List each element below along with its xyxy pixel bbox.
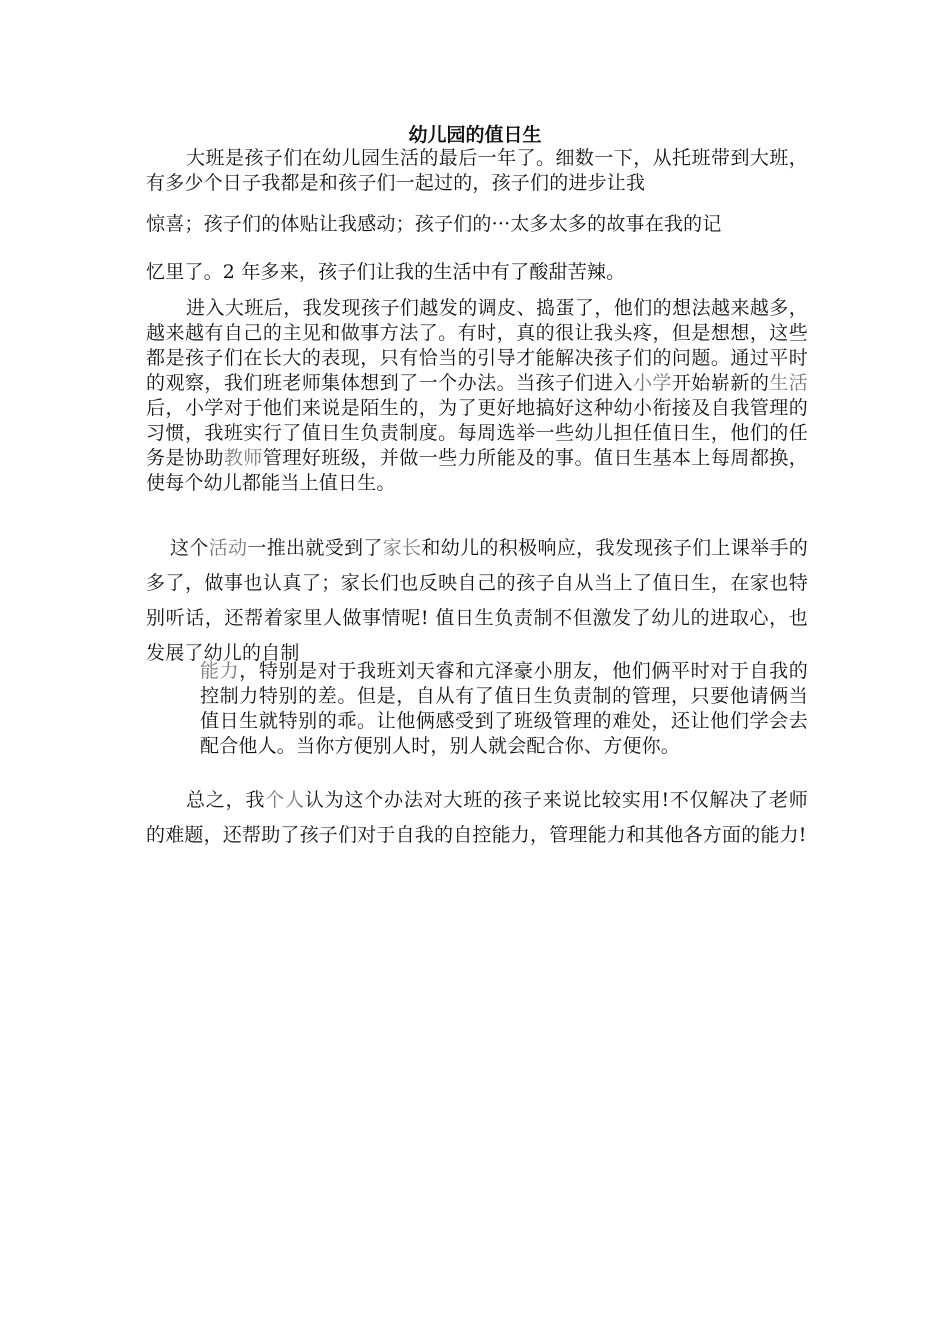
document-title: 幼儿园的值日生 xyxy=(408,124,542,146)
keyword-link-life[interactable]: 生活 xyxy=(769,372,808,394)
paragraph-text: ，特别是对于我班刘天睿和亢泽豪小朋友，他们俩平时对于自我的控制力特别的差。但是，自从有了值日生负责制的管理，只要他请俩当值日生就特别的乖。让他俩感受到了班级管理的难处，还让他们学会去配合他人。当你方便别人时，别人就会配合你、方便你。 xyxy=(200,660,808,757)
keyword-link-teacher[interactable]: 教师 xyxy=(223,447,263,469)
paragraph-text: 后，小学对于他们来说是陌生的，为了更好地搞好这种幼小衔接及自我管理的习惯，我班实行了值日生负责制度。每周选举一些幼儿担任值日生，他们的任务是协助 xyxy=(146,397,808,469)
paragraph-text: 大班是孩子们在幼儿园生活的最后一年了。细数一下，从托班带到大班，有多少个日子我都是和孩子们一起过的，孩子们的进步让我 xyxy=(146,147,808,194)
paragraph-4 xyxy=(146,783,808,853)
paragraph-text: 开始崭新的 xyxy=(671,372,770,394)
paragraph-1-part-2 xyxy=(146,210,808,238)
keyword-link-primary-school[interactable]: 小学 xyxy=(632,372,672,394)
keyword-link-activity[interactable]: 活动 xyxy=(208,537,248,559)
keyword-link-personal[interactable]: 个人 xyxy=(265,789,305,811)
paragraph-text: 惊喜；孩子们的体贴让我感动；孩子们的···太多太多的故事在我的记 xyxy=(146,213,722,235)
paragraph-text: 总之，我 xyxy=(186,789,266,811)
paragraph-text: 进入大班后，我发现孩子们越发的调皮、捣蛋了，他们的想法越来越多，越来越有自己的主见和做事方法了。有时，真的很让我头疼，但是想想，这些都是孩子们在长大的表现，只有恰当的引导才能解决孩子们的问题。通过平时的观察，我们班老师集体想到了一个办法。当孩子们进入 xyxy=(146,297,808,394)
paragraph-3 xyxy=(146,531,808,671)
paragraph-2 xyxy=(146,296,808,496)
paragraph-text: 这个 xyxy=(170,537,209,559)
paragraph-text: 和幼儿的积极响应，我发现孩子们上课举手的多了，做事也认真了；家长们也反映自己的孩子自从当上了值日生，在家也特别听话，还帮着家里人做事情呢! 值日生负责制不但激发了幼儿的进取心，也发展了幼儿的自制 xyxy=(146,537,809,664)
keyword-link-ability[interactable]: 能力 xyxy=(200,660,240,682)
paragraph-text: 认为这个办法对大班的孩子来说比较实用!不仅解决了老师的难题，还帮助了孩子们对于自我的自控能力，管理能力和其他各方面的能力! xyxy=(146,789,808,846)
paragraph-text: 管理好班级，并做一些力所能及的事。值日生基本上每周都换，使每个幼儿都能当上值日生。 xyxy=(146,447,808,494)
paragraph-1-part-1 xyxy=(146,146,808,196)
paragraph-text: 忆里了。2 年多来，孩子们让我的生活中有了酸甜苦辣。 xyxy=(146,261,626,283)
paragraph-text: 一推出就受到了 xyxy=(247,537,383,559)
paragraph-1-part-3 xyxy=(146,258,808,286)
keyword-link-parents[interactable]: 家长 xyxy=(382,537,422,559)
paragraph-3-continued xyxy=(200,659,808,759)
